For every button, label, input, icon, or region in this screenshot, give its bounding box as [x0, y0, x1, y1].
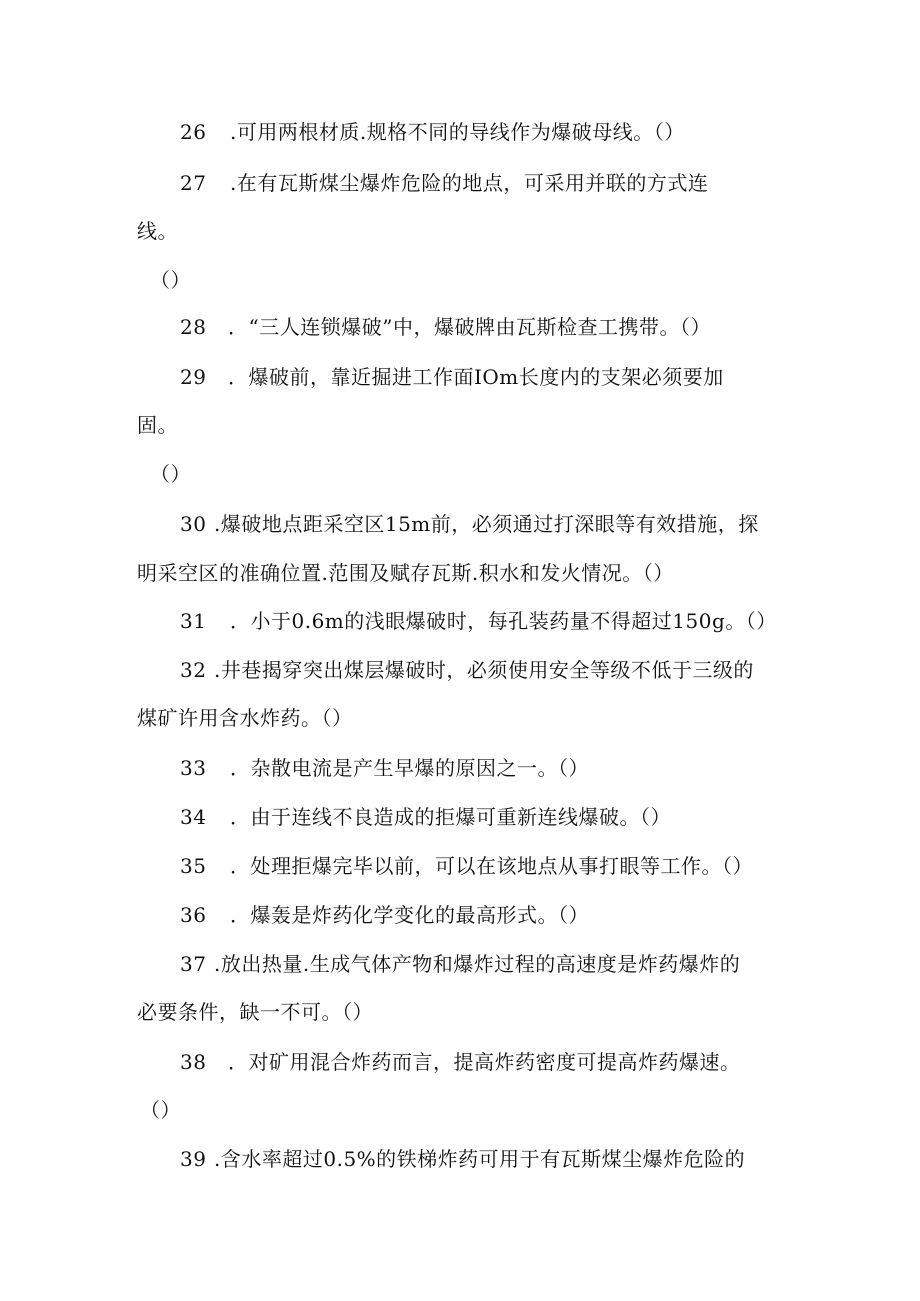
question-text: ．爆破前，靠近掘进工作面IOm长度内的支架必须要加 [228, 365, 724, 389]
question-line [180, 510, 759, 538]
question-number: 27 [180, 171, 207, 195]
question-line [180, 169, 708, 197]
question-number: 37 [180, 952, 207, 976]
question-text: ．爆轰是炸药化学变化的最高形式。（） [230, 903, 589, 927]
question-number: 38 [180, 1050, 207, 1074]
question-number: 33 [180, 756, 207, 780]
question-line [180, 950, 740, 978]
question-line [180, 363, 724, 391]
question-text: ．对矿用混合炸药而言，提高炸药密度可提高炸药爆速。 [228, 1050, 741, 1074]
question-line-continued: 煤矿许用含水炸药。（） [137, 706, 353, 730]
question-number: 29 [180, 365, 207, 389]
question-number: 32 [180, 658, 207, 682]
question-text: ．处理拒爆完毕以前，可以在该地点从事打眼等工作。（） [230, 854, 753, 878]
question-text: .井巷揭穿突出煤层爆破时，必须使用安全等级不低于三级的 [214, 658, 754, 682]
question-line-continued: 固。 [137, 413, 178, 437]
question-text: ．小于0.6m的浅眼爆破时，每孔装药量不得超过150g。（） [230, 609, 777, 633]
question-number: 26 [180, 120, 207, 144]
question-number: 31 [180, 609, 207, 633]
question-line [180, 656, 754, 684]
question-line [180, 313, 711, 341]
question-text: ．“三人连锁爆破”中，爆破牌由瓦斯检查工携带。（） [228, 315, 711, 339]
question-number: 34 [180, 805, 207, 829]
question-line [180, 852, 753, 880]
question-line [180, 607, 777, 635]
question-text: ．由于连线不良造成的拒爆可重新连线爆破。（） [230, 805, 671, 829]
question-number: 39 [180, 1147, 207, 1171]
answer-blank: （） [140, 1098, 181, 1122]
question-line-continued: 必要条件，缺一不可。（） [137, 1000, 373, 1024]
question-number: 30 [180, 512, 207, 536]
question-line-continued: 线。 [137, 219, 178, 243]
question-number: 35 [180, 854, 207, 878]
question-line [180, 118, 685, 146]
question-number: 36 [180, 903, 207, 927]
question-line [180, 1048, 741, 1076]
question-line-continued: 明采空区的准确位置.范围及赋存瓦斯.积水和发火情况。（） [137, 561, 674, 585]
question-line [180, 901, 589, 929]
question-text: .在有瓦斯煤尘爆炸危险的地点，可采用并联的方式连 [230, 171, 709, 195]
answer-blank: （） [150, 462, 191, 486]
question-text: ．杂散电流是产生早爆的原因之一。（） [230, 756, 589, 780]
question-text: .放出热量.生成气体产物和爆炸过程的高速度是炸药爆炸的 [214, 952, 741, 976]
question-number: 28 [180, 315, 207, 339]
question-line [180, 1145, 745, 1173]
question-text: .含水率超过0.5%的铁梯炸药可用于有瓦斯煤尘爆炸危险的 [214, 1147, 746, 1171]
question-line [180, 803, 671, 831]
answer-blank: （） [150, 268, 191, 292]
question-text: .可用两根材质.规格不同的导线作为爆破母线。（） [230, 120, 685, 144]
question-text: .爆破地点距采空区15m前，必须通过打深眼等有效措施，探 [214, 512, 759, 536]
question-line [180, 754, 589, 782]
